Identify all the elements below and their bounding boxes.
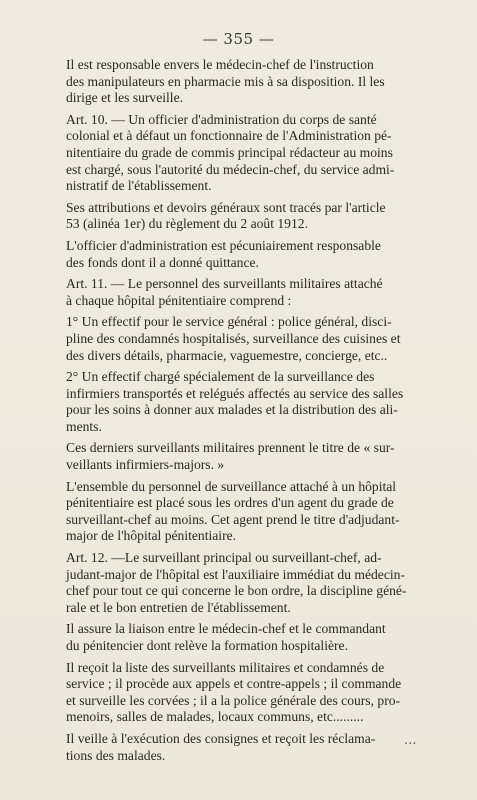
text-line: à chaque hôpital pénitentiaire comprend : [66, 292, 292, 308]
paragraph [52, 57, 446, 107]
text-line: nitentiaire du grade de commis principal rédacteur au moins [66, 144, 393, 160]
text-line: L'ensemble du personnel de surveillance attaché à un hôpital [66, 478, 397, 494]
text-line: surveillant-chef au moins. Cet agent prend le titre d'adjudant- [66, 511, 400, 527]
paragraph [52, 440, 446, 473]
paragraph [52, 369, 446, 435]
paragraph [52, 276, 446, 309]
text-line: 53 (alinéa 1er) du règlement du 2 août 1912. [66, 216, 308, 232]
text-line: 1° Un effectif pour le service général : police général, disci- [66, 314, 392, 330]
paragraph [52, 200, 446, 233]
text-line: major de l'hôpital pénitentiaire. [66, 528, 237, 544]
text-line: et surveille les corvées ; il a la police générale des cours, pro- [66, 692, 401, 708]
page-number: — 355 — [202, 30, 275, 48]
text-line: veillants infirmiers-majors. » [66, 457, 225, 473]
text-line: Ses attributions et devoirs généraux sont tracés par l'article [66, 199, 386, 215]
text-line: Art. 12. —Le surveillant principal ou surveillant-chef, ad- [66, 550, 382, 566]
text-line: service ; il procède aux appels et contre-appels ; il commande [66, 676, 402, 692]
text-line: nistratif de l'établissement. [66, 178, 212, 194]
text-line: Ces derniers surveillants militaires prennent le titre de « sur- [66, 440, 395, 456]
paragraph [52, 621, 446, 654]
text-line: des fonds dont il a donné quittance. [66, 254, 259, 270]
text-line: du pénitencier dont relève la formation hospitalière. [66, 638, 348, 653]
text-line: ments. [66, 418, 102, 434]
text-line: pénitentiaire est placé sous les ordres d'un agent du grade de [66, 495, 394, 511]
text-line: colonial et à défaut un fonctionnaire de l'Administration pé- [66, 128, 392, 144]
text-line: pour les soins à donner aux malades et la distribution des ali- [66, 402, 398, 418]
text-line: Art. 11. — Le personnel des surveillants militaires attaché [66, 276, 383, 292]
text-line: tions des malades. [66, 747, 166, 763]
paragraph [52, 550, 446, 616]
text-line: L'officier d'administration est pécuniairement responsable [66, 237, 381, 253]
text-line: Art. 10. — Un officier d'administration du corps de santé [66, 111, 377, 127]
paragraph [52, 479, 446, 545]
text-line: menoirs, salles de malades, locaux communs, etc......... [66, 709, 364, 725]
paragraph [52, 660, 446, 726]
text-line: Il est responsable envers le médecin-chef de l'instruction [66, 57, 374, 72]
paragraph [52, 731, 446, 764]
paragraph [52, 314, 446, 364]
text-line: pline des condamnés hospitalisés, surveillance des cuisines et [66, 330, 401, 346]
text-line: Il reçoit la liste des surveillants militaires et condamnés de [66, 659, 385, 675]
text-line: infirmiers transportés et relégués affectés au service des salles [66, 385, 404, 401]
text-line: Il assure la liaison entre le médecin-chef et le commandant [66, 621, 386, 637]
paragraph [52, 112, 446, 195]
text-line: des divers détails, pharmacie, vaguemestre, concierge, etc.. [66, 347, 388, 363]
body-text [52, 57, 446, 769]
text-line: dirige et les surveille. [66, 90, 184, 106]
text-line: des manipulateurs en pharmacie mis à sa disposition. Il les [66, 73, 385, 89]
text-line: Il veille à l'exécution des consignes et reçoit les réclama- [66, 730, 376, 746]
continuation-mark: ... [404, 733, 417, 748]
text-line: judant-major de l'hôpital est l'auxiliaire immédiat du médecin- [66, 566, 405, 582]
text-line: rale et le bon entretien de l'établissement. [66, 599, 291, 615]
text-line: 2° Un effectif chargé spécialement de la surveillance des [66, 369, 375, 385]
text-line: chef pour tout ce qui concerne le bon ordre, la discipline géné- [66, 583, 407, 599]
text-line: est chargé, sous l'autorité du médecin-chef, du service admi- [66, 161, 395, 177]
paragraph [52, 238, 446, 271]
